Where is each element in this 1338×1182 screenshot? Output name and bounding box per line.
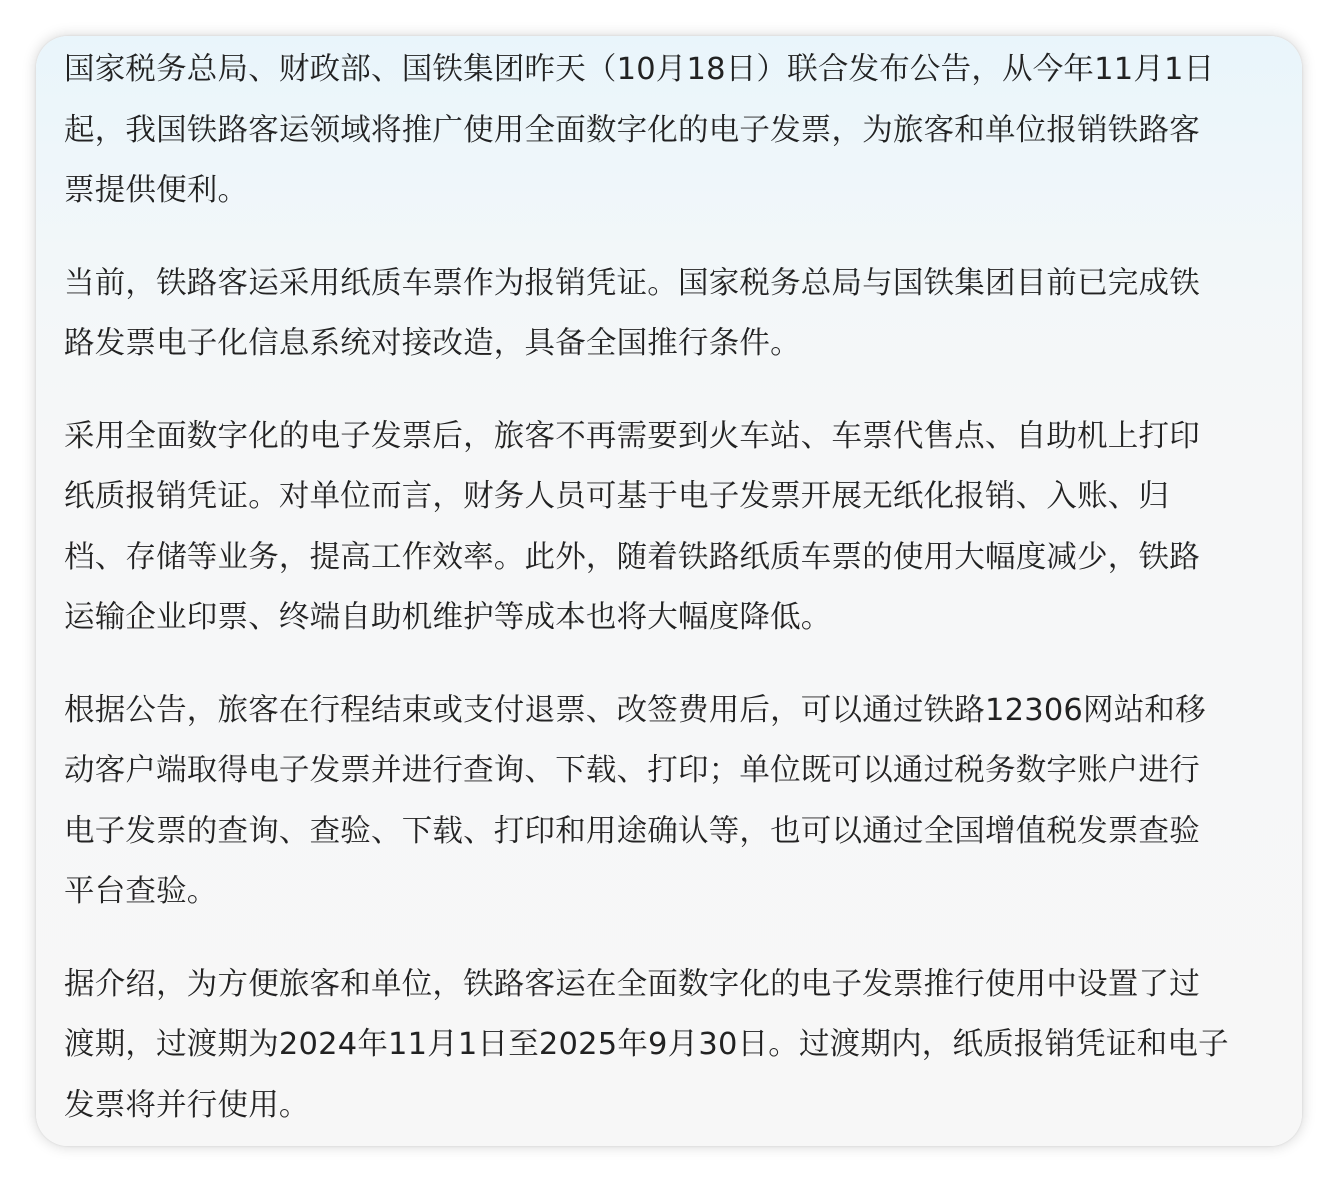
paragraph-5 [64, 955, 1282, 1137]
paragraph-line: 纸质报销凭证。对单位而言，财务人员可基于电子发票开展无纸化报销、入账、归 [64, 479, 1170, 514]
paragraph-line: 票提供便利。 [64, 173, 249, 208]
paragraph-line: 国家税务总局、财政部、国铁集团昨天（10月18日）联合发布公告，从今年11月1日 [64, 52, 1215, 87]
paragraph-line: 采用全面数字化的电子发票后，旅客不再需要到火车站、车票代售点、自助机上打印 [64, 418, 1200, 454]
paragraph-3 [64, 407, 1282, 649]
paragraph-line: 渡期，过渡期为2024年11月1日至2025年9月30日。过渡期内，纸质报销凭证和电子 [64, 1027, 1229, 1062]
article-card [36, 36, 1302, 1146]
paragraph-line: 档、存储等业务，提高工作效率。此外，随着铁路纸质车票的使用大幅度减少，铁路 [64, 539, 1200, 575]
paragraph-line: 当前，铁路客运采用纸质车票作为报销凭证。国家税务总局与国铁集团目前已完成铁 [64, 265, 1200, 301]
paragraph-line: 据介绍，为方便旅客和单位，铁路客运在全面数字化的电子发票推行使用中设置了过 [64, 966, 1200, 1002]
paragraph-1 [64, 40, 1282, 222]
paragraph-2 [64, 254, 1282, 375]
paragraph-line: 根据公告，旅客在行程结束或支付退票、改签费用后，可以通过铁路12306网站和移 [64, 692, 1206, 728]
paragraph-line: 平台查验。 [64, 874, 218, 909]
paragraph-line: 运输企业印票、终端自助机维护等成本也将大幅度降低。 [64, 600, 832, 635]
paragraph-line: 发票将并行使用。 [64, 1087, 310, 1123]
paragraph-line: 电子发票的查询、查验、下载、打印和用途确认等，也可以通过全国增值税发票查验 [64, 813, 1200, 849]
paragraph-line: 起，我国铁路客运领域将推广使用全面数字化的电子发票，为旅客和单位报销铁路客 [64, 112, 1200, 148]
paragraph-4 [64, 681, 1282, 923]
paragraph-line: 路发票电子化信息系统对接改造，具备全国推行条件。 [64, 326, 801, 361]
paragraph-line: 动客户端取得电子发票并进行查询、下载、打印；单位既可以通过税务数字账户进行 [64, 753, 1200, 788]
